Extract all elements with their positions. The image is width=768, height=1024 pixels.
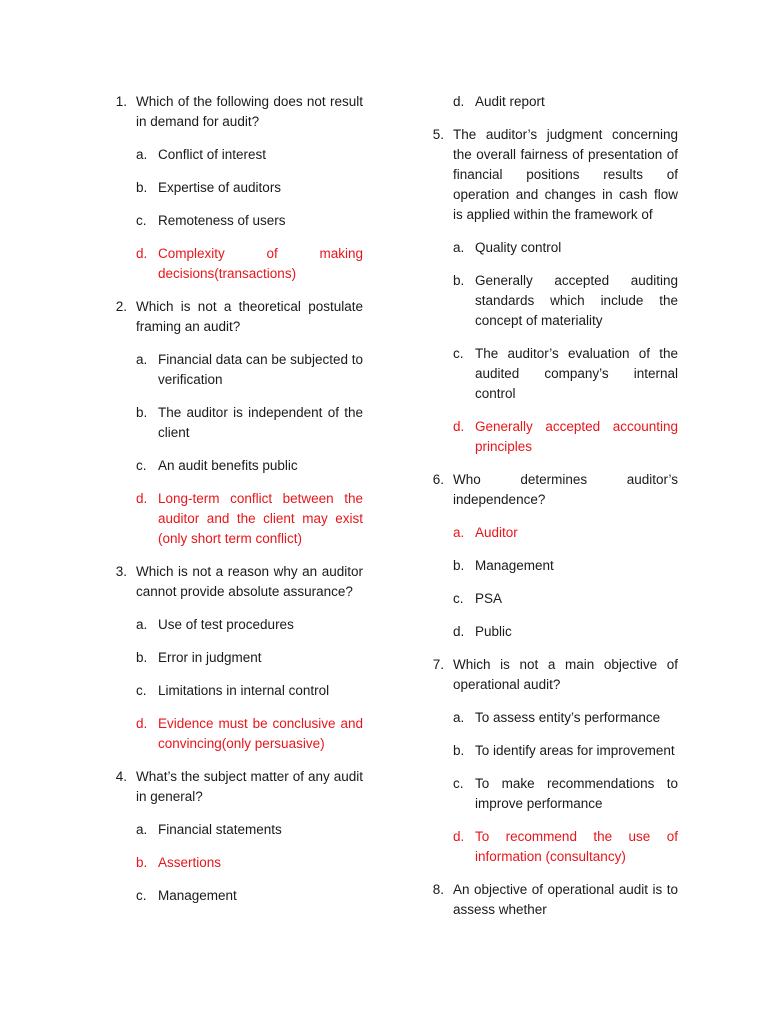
option-text: To assess entity’s performance — [475, 710, 661, 725]
option-letter: d. — [136, 716, 148, 731]
option-letter: a. — [136, 617, 148, 632]
question-item — [424, 125, 678, 457]
question-number: 3. — [115, 564, 127, 579]
answer-option — [453, 708, 678, 728]
question-item — [424, 880, 678, 920]
option-letter: b. — [136, 650, 148, 665]
option-text: Long-term conflict between the auditor and the client may exist (only short term conflict) — [158, 491, 363, 546]
option-letter: d. — [453, 94, 465, 109]
option-letter: a. — [453, 525, 465, 540]
options-list — [136, 145, 363, 284]
option-text: To recommend the use of information (consultancy) — [475, 829, 678, 864]
option-text: The auditor’s evaluation of the audited company’s internal control — [475, 346, 678, 401]
option-text: Expertise of auditors — [158, 180, 282, 195]
option-letter: c. — [136, 213, 147, 228]
option-text: Generally accepted auditing standards which include the concept of materiality — [475, 273, 678, 328]
option-letter: b. — [136, 180, 148, 195]
question-text: Which is not a theoretical postulate framing an audit? — [136, 299, 363, 334]
answer-option — [453, 344, 678, 404]
answer-option-correct — [453, 417, 678, 457]
answer-option — [136, 648, 363, 668]
option-letter: b. — [453, 743, 465, 758]
options-list — [453, 523, 678, 642]
question-item — [424, 470, 678, 642]
question-text: The auditor’s judgment concerning the overall fairness of presentation of financial positions results of operation and changes in cash flow is applied within the framework of — [453, 127, 678, 222]
continued-options — [453, 92, 678, 112]
option-letter: a. — [453, 240, 465, 255]
option-letter: c. — [453, 346, 464, 361]
question-text: An objective of operational audit is to assess whether — [453, 882, 678, 917]
question-text: Which of the following does not result in demand for audit? — [136, 94, 363, 129]
question-item — [424, 655, 678, 867]
option-letter: d. — [136, 491, 148, 506]
option-text: Conflict of interest — [158, 147, 267, 162]
option-letter: b. — [136, 405, 148, 420]
option-text: An audit benefits public — [158, 458, 298, 473]
answer-option-correct — [136, 244, 363, 284]
option-text: Remoteness of users — [158, 213, 286, 228]
answer-option-correct — [136, 714, 363, 754]
answer-option — [453, 556, 678, 576]
option-letter: d. — [453, 419, 465, 434]
question-text: Which is not a reason why an auditor cannot provide absolute assurance? — [136, 564, 363, 599]
option-text: Assertions — [158, 855, 222, 870]
answer-option-correct — [453, 523, 678, 543]
answer-option — [453, 238, 678, 258]
option-text: Management — [158, 888, 237, 903]
option-letter: d. — [136, 246, 148, 261]
option-text: Financial data can be subjected to verification — [158, 352, 363, 387]
question-number: 7. — [432, 657, 444, 672]
answer-option — [453, 622, 678, 642]
answer-option — [453, 92, 678, 112]
answer-option — [136, 403, 363, 443]
option-text: Use of test procedures — [158, 617, 294, 632]
question-item — [107, 767, 363, 906]
question-number: 2. — [115, 299, 127, 314]
option-text: To make recommendations to improve performance — [475, 776, 678, 811]
options-list — [136, 350, 363, 549]
option-text: Generally accepted accounting principles — [475, 419, 678, 454]
right-column — [424, 92, 678, 933]
question-text: What’s the subject matter of any audit in general? — [136, 769, 363, 804]
option-letter: a. — [136, 822, 148, 837]
answer-option — [136, 886, 363, 906]
option-text: Error in judgment — [158, 650, 262, 665]
question-number: 6. — [432, 472, 444, 487]
option-text: Auditor — [475, 525, 518, 540]
option-letter: d. — [453, 624, 465, 639]
option-letter: c. — [136, 683, 147, 698]
options-list — [453, 708, 678, 867]
left-column — [107, 92, 363, 919]
option-text: Limitations in internal control — [158, 683, 330, 698]
answer-option — [136, 178, 363, 198]
option-text: Complexity of making decisions(transactions) — [158, 246, 363, 281]
option-letter: c. — [453, 776, 464, 791]
option-letter: b. — [453, 273, 465, 288]
answer-option — [136, 145, 363, 165]
question-text: Which is not a main objective of operational audit? — [453, 657, 678, 692]
answer-option — [136, 350, 363, 390]
answer-option-correct — [136, 489, 363, 549]
answer-option — [136, 456, 363, 476]
option-letter: c. — [136, 888, 147, 903]
answer-option — [453, 741, 678, 761]
answer-option — [453, 589, 678, 609]
question-number: 8. — [432, 882, 444, 897]
question-number: 5. — [432, 127, 444, 142]
question-item — [107, 297, 363, 549]
option-letter: c. — [453, 591, 464, 606]
question-text: Who determines auditor’s independence? — [453, 472, 678, 507]
option-text: Financial statements — [158, 822, 282, 837]
answer-option-correct — [453, 827, 678, 867]
option-letter: b. — [136, 855, 148, 870]
option-letter: b. — [453, 558, 465, 573]
answer-option — [453, 774, 678, 814]
answer-option — [136, 820, 363, 840]
option-letter: c. — [136, 458, 147, 473]
option-letter: a. — [453, 710, 465, 725]
question-number: 1. — [115, 94, 127, 109]
option-letter: a. — [136, 352, 148, 367]
option-text: Management — [475, 558, 554, 573]
answer-option-correct — [136, 853, 363, 873]
options-list — [453, 238, 678, 457]
options-list — [136, 820, 363, 906]
question-number: 4. — [115, 769, 127, 784]
answer-option — [453, 271, 678, 331]
option-text: Audit report — [475, 94, 545, 109]
answer-option — [136, 211, 363, 231]
option-letter: d. — [453, 829, 465, 844]
question-item — [107, 92, 363, 284]
answer-option — [136, 681, 363, 701]
option-text: PSA — [475, 591, 503, 606]
options-list — [136, 615, 363, 754]
question-item — [107, 562, 363, 754]
answer-option — [136, 615, 363, 635]
option-text: Public — [475, 624, 512, 639]
option-text: Quality control — [475, 240, 562, 255]
option-letter: a. — [136, 147, 148, 162]
option-text: To identify areas for improvement — [475, 743, 675, 758]
option-text: The auditor is independent of the client — [158, 405, 363, 440]
option-text: Evidence must be conclusive and convincing(only persuasive) — [158, 716, 363, 751]
